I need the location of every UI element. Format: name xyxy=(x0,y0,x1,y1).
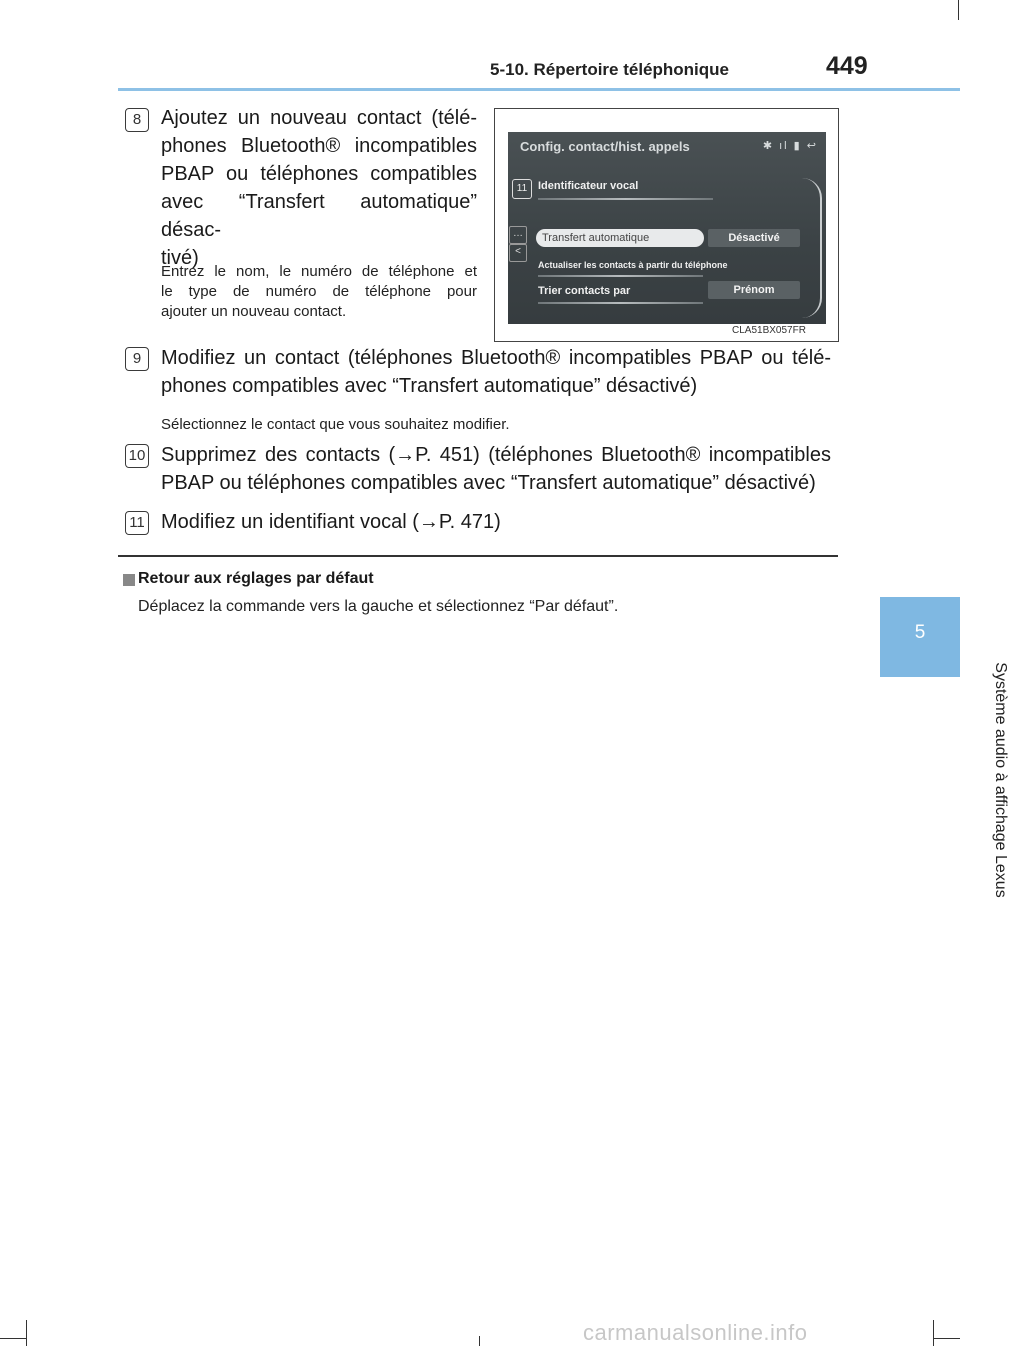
screen-title: Config. contact/hist. appels xyxy=(520,139,690,154)
crop-mark xyxy=(479,1336,480,1346)
desc-line: ajouter un nouveau contact. xyxy=(161,303,347,320)
scroll-arc xyxy=(802,178,822,318)
sort-value[interactable]: Prénom xyxy=(708,281,800,299)
title-line: tivé) xyxy=(161,247,199,269)
row-divider xyxy=(538,302,703,304)
chapter-label: Système audio à affichage Lexus xyxy=(992,662,1009,898)
crop-mark xyxy=(933,1320,934,1346)
step-8-description xyxy=(161,262,477,322)
desc-line: Entrez le nom, le numéro de téléphone et xyxy=(161,263,477,280)
update-contacts-row[interactable]: Actualiser les contacts à partir du téléphone xyxy=(538,260,728,270)
screen-step-badge: 11 xyxy=(512,179,532,199)
title-line: Supprimez des contacts (→P. 451) (téléphones Bluetooth® incompatibles xyxy=(161,444,831,466)
device-screen xyxy=(508,132,826,324)
note-text: Déplacez la commande vers la gauche et sélectionnez “Par défaut”. xyxy=(138,598,619,615)
watermark: carmanualsonline.info xyxy=(583,1320,808,1345)
title-line: Ajoutez un nouveau contact (télé- xyxy=(161,107,477,129)
title-line: phones Bluetooth® incompatibles xyxy=(161,135,477,157)
title-line: avec “Transfert automatique” désac- xyxy=(161,191,477,241)
header-rule xyxy=(118,88,960,91)
back-chevron-icon[interactable]: < xyxy=(509,244,527,262)
auto-transfer-value[interactable]: Désactivé xyxy=(708,229,800,247)
more-button[interactable]: … xyxy=(509,226,527,244)
section-divider xyxy=(118,555,838,557)
status-icons: ✱ ıl ▮ ↩ xyxy=(762,140,818,152)
step-9-title xyxy=(161,344,831,400)
title-line: PBAP ou téléphones compatibles avec “Transfert automatique” désactivé) xyxy=(161,472,816,494)
step-8-title xyxy=(161,104,477,272)
step-10-title xyxy=(161,441,831,497)
step-badge: 10 xyxy=(125,444,149,468)
desc-line: le type de numéro de téléphone pour xyxy=(161,283,477,300)
square-bullet-icon xyxy=(123,574,135,586)
chapter-number: 5 xyxy=(914,622,926,643)
step-11-title: Modifiez un identifiant vocal (→P. 471) xyxy=(161,511,501,533)
crop-mark xyxy=(26,1320,27,1346)
title-line: Modifiez un contact (téléphones Bluetooth® incompatibles PBAP ou télé- xyxy=(161,347,831,369)
voice-id-row[interactable]: Identificateur vocal xyxy=(538,180,639,192)
title-line: PBAP ou téléphones compatibles xyxy=(161,163,477,185)
page-number: 449 xyxy=(826,52,868,80)
step-badge: 8 xyxy=(125,108,149,132)
section-title: 5-10. Répertoire téléphonique xyxy=(490,60,729,79)
sort-contacts-row[interactable]: Trier contacts par xyxy=(538,285,631,297)
row-divider xyxy=(538,275,703,277)
auto-transfer-row[interactable]: Transfert automatique xyxy=(536,229,704,247)
step-badge: 11 xyxy=(125,511,149,535)
step-badge: 9 xyxy=(125,347,149,371)
step-9-description: Sélectionnez le contact que vous souhaitez modifier. xyxy=(161,416,510,433)
title-line: phones compatibles avec “Transfert automatique” désactivé) xyxy=(161,375,698,397)
crop-mark xyxy=(958,0,959,20)
figure-code: CLA51BX057FR xyxy=(732,325,806,336)
crop-mark xyxy=(0,1338,26,1339)
crop-mark xyxy=(934,1338,960,1339)
row-divider xyxy=(538,198,713,200)
note-heading: Retour aux réglages par défaut xyxy=(138,570,374,587)
